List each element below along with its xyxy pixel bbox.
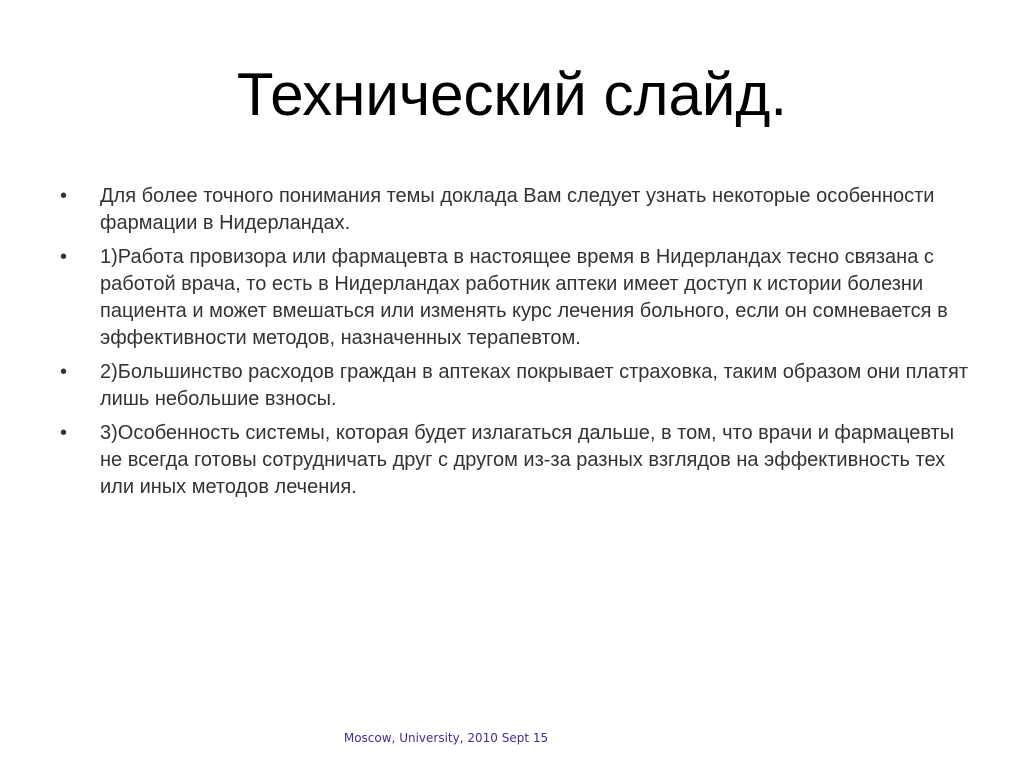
bullet-text: 1)Работа провизора или фармацевта в настоящее время в Нидерландах тесно связана с работой врача, то есть в Нидерландах работник аптеки имеет доступ к истории болезни пациента и может вмешаться или изменять курс лечения больного, если он сомневается в эффективности методов, назначенных терапевтом.	[100, 246, 948, 349]
slide-title: Технический слайд.	[236, 61, 788, 128]
bullet-item-3	[56, 359, 976, 413]
bullet-marker: •	[60, 361, 68, 383]
bullet-list	[56, 183, 976, 508]
bullet-item-1	[56, 183, 976, 237]
bullet-marker: •	[60, 246, 68, 268]
bullet-item-2	[56, 244, 976, 352]
bullet-item-4	[56, 420, 976, 501]
bullet-text: Для более точного понимания темы доклада Вам следует узнать некоторые особенности фармации в Нидерландах.	[100, 185, 935, 234]
bullet-marker: •	[60, 422, 68, 444]
bullet-marker: •	[60, 185, 68, 207]
bullet-text: 2)Большинство расходов граждан в аптеках покрывает страховка, таким образом они платят лишь небольшие взносы.	[100, 361, 968, 410]
bullet-text: 3)Особенность системы, которая будет излагаться дальше, в том, что врачи и фармацевты не всегда готовы сотрудничать друг с другом из-за разных взглядов на эффективность тех или иных методов лечения.	[100, 422, 955, 498]
slide-footer: Moscow, University, 2010 Sept 15	[343, 731, 549, 745]
